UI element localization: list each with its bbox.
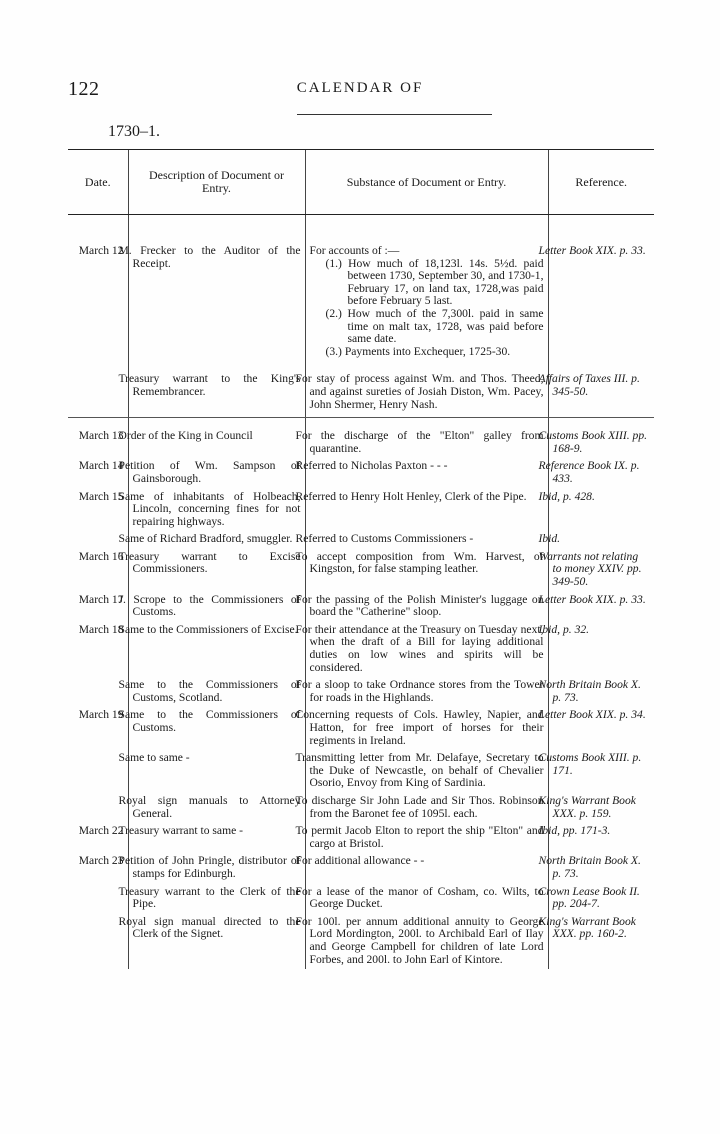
entry-substance: Referred to Customs Commissioners - xyxy=(305,531,548,549)
entry-description: M. Frecker to the Auditor of the Receipt. xyxy=(128,215,305,362)
entry-reference: Crown Lease Book II. pp. 204-7. xyxy=(548,884,654,914)
entry-description: Same of Richard Bradford, smuggler. xyxy=(128,531,305,549)
entry-substance xyxy=(305,215,548,362)
table-row xyxy=(68,531,654,549)
entry-date: March 14 xyxy=(78,459,124,473)
table-row xyxy=(68,458,654,488)
entry-reference: Letter Book XIX. p. 34. xyxy=(548,707,654,750)
column-header-date: Date. xyxy=(68,150,128,215)
entry-reference: North Britain Book X. p. 73. xyxy=(548,677,654,707)
entry-date: March 23 xyxy=(78,854,124,868)
entry-substance: Transmitting letter from Mr. Delafaye, Secretary to the Duke of Newcastle, on behalf of Chevalier Osorio, Envoy from King of Sardinia. xyxy=(305,750,548,793)
entry-reference: Ibid, pp. 171-3. xyxy=(548,823,654,853)
title-rule xyxy=(297,114,492,115)
table-row xyxy=(68,361,654,417)
entry-date: March 12 xyxy=(78,244,124,257)
table-row xyxy=(68,884,654,914)
table-header-row xyxy=(68,150,654,215)
table-row xyxy=(68,707,654,750)
entry-reference: Ibid. xyxy=(548,531,654,549)
entry-date: March 15 xyxy=(78,489,124,503)
entry-substance: To accept composition from Wm. Harvest, of Kingston, for false stamping leather. xyxy=(305,549,548,592)
substance-intro: For accounts of :— xyxy=(309,244,400,257)
entry-substance: To permit Jacob Elton to report the ship "Elton" and cargo at Bristol. xyxy=(305,823,548,853)
entry-reference: Ibid, p. 32. xyxy=(548,622,654,677)
entry-substance: For a sloop to take Ordnance stores from the Tower for roads in the Highlands. xyxy=(305,677,548,707)
entry-date: March 18 xyxy=(78,622,124,636)
calendar-table xyxy=(68,149,654,969)
column-header-reference: Reference. xyxy=(548,150,654,215)
entry-substance: To discharge Sir John Lade and Sir Thos. Robinson from the Baronet fee of 1095l. each. xyxy=(305,793,548,823)
entry-description: Treasury warrant to same - xyxy=(128,823,305,853)
entry-substance: For the discharge of the "Elton" galley from quarantine. xyxy=(305,418,548,459)
entry-substance: For the passing of the Polish Minister's luggage on board the "Catherine" sloop. xyxy=(305,592,548,622)
entry-substance: Referred to Henry Holt Henley, Clerk of the Pipe. xyxy=(305,489,548,532)
entry-date: March 16 xyxy=(78,549,124,563)
entry-reference: Customs Book XIII. pp. 168-9. xyxy=(548,418,654,459)
entry-substance: Referred to Nicholas Paxton - - - xyxy=(305,458,548,488)
entry-description: Treasury warrant to the Clerk of the Pipe. xyxy=(128,884,305,914)
entry-date: March 13 xyxy=(78,429,124,443)
entry-description: Same to same - xyxy=(128,750,305,793)
entry-description: Treasury warrant to Excise Commissioners. xyxy=(128,549,305,592)
substance-item: (2.) How much of the 7,300l. paid in same time on malt tax, 1728, was paid before same date. xyxy=(325,306,544,346)
table-row xyxy=(68,914,654,969)
entry-description: Royal sign manual directed to the Clerk of the Signet. xyxy=(128,914,305,969)
table-row xyxy=(68,215,654,362)
entry-reference: Reference Book IX. p. 433. xyxy=(548,458,654,488)
entry-reference: Letter Book XIX. p. 33. xyxy=(548,592,654,622)
page-number: 122 xyxy=(68,78,100,100)
entry-description: Same of inhabitants of Holbeach, Lincoln, concerning fines for not repairing highways. xyxy=(128,489,305,532)
entry-description: Same to the Commissioners of Customs, Scotland. xyxy=(128,677,305,707)
table-row xyxy=(68,823,654,853)
entry-substance: Concerning requests of Cols. Hawley, Napier, and Hatton, for free import of horses for their regiments in Ireland. xyxy=(305,707,548,750)
entry-reference: Affairs of Taxes III. p. 345-50. xyxy=(548,361,654,417)
column-header-description: Description of Document or Entry. xyxy=(128,150,305,215)
table-row xyxy=(68,489,654,532)
entry-substance: For their attendance at the Treasury on Tuesday next, when the draft of a Bill for laying additional duties on low wines and spirits will be considered. xyxy=(305,622,548,677)
entry-reference: North Britain Book X. p. 73. xyxy=(548,853,654,883)
entry-substance: For stay of process against Wm. and Thos. Theed, and against sureties of Josiah Diston, Wm. Pacey, John Shermer, Henry Nash. xyxy=(305,361,548,417)
entry-reference: Letter Book XIX. p. 33. xyxy=(548,215,654,362)
substance-item: (3.) Payments into Exchequer, 1725-30. xyxy=(325,344,511,358)
table-row xyxy=(68,549,654,592)
column-header-substance: Substance of Document or Entry. xyxy=(305,150,548,215)
entry-date xyxy=(68,361,128,417)
substance-item: (1.) How much of 18,123l. 14s. 5½d. paid between 1730, September 30, and 1730-1, February 17, on land tax, 1728,was paid before February 5 last. xyxy=(325,256,544,308)
table-row xyxy=(68,750,654,793)
entry-date: March 19 xyxy=(78,708,124,722)
entry-description: J. Scrope to the Commissioners of Customs. xyxy=(128,592,305,622)
entry-substance: For additional allowance - - xyxy=(305,853,548,883)
entry-description: Petition of John Pringle, distributor of stamps for Edinburgh. xyxy=(128,853,305,883)
table-row xyxy=(68,677,654,707)
entry-reference: King's Warrant Book XXX. p. 159. xyxy=(548,793,654,823)
table-row xyxy=(68,418,654,459)
table-row xyxy=(68,592,654,622)
entry-description: Petition of Wm. Sampson of Gainsborough. xyxy=(128,458,305,488)
entry-description: Royal sign manuals to Attorney General. xyxy=(128,793,305,823)
entry-reference: Customs Book XIII. p. 171. xyxy=(548,750,654,793)
table-row xyxy=(68,622,654,677)
year-heading: 1730–1. xyxy=(108,123,160,140)
running-title: CALENDAR OF xyxy=(296,80,424,96)
entry-description: Treasury warrant to the King's Remembrancer. xyxy=(128,361,305,417)
entry-date: March 17 xyxy=(78,592,124,606)
entry-reference: Warrants not relating to money XXIV. pp. 349-50. xyxy=(548,549,654,592)
entry-reference: Ibid, p. 428. xyxy=(548,489,654,532)
table-row xyxy=(68,853,654,883)
entry-reference: King's Warrant Book XXX. pp. 160-2. xyxy=(548,914,654,969)
entry-substance: For 100l. per annum additional annuity to George Lord Mordington, 200l. to Archibald Earl of Ilay and George Campbell for children of late Lord Forbes, and 200l. to John Earl of Kintore. xyxy=(305,914,548,969)
entry-description: Same to the Commissioners of Excise. xyxy=(128,622,305,677)
entry-substance: For a lease of the manor of Cosham, co. Wilts, to George Ducket. xyxy=(305,884,548,914)
table-row xyxy=(68,793,654,823)
entry-description: Order of the King in Council xyxy=(128,418,305,459)
entry-date: March 22 xyxy=(78,824,124,838)
entry-description: Same to the Commissioners of Customs. xyxy=(128,707,305,750)
